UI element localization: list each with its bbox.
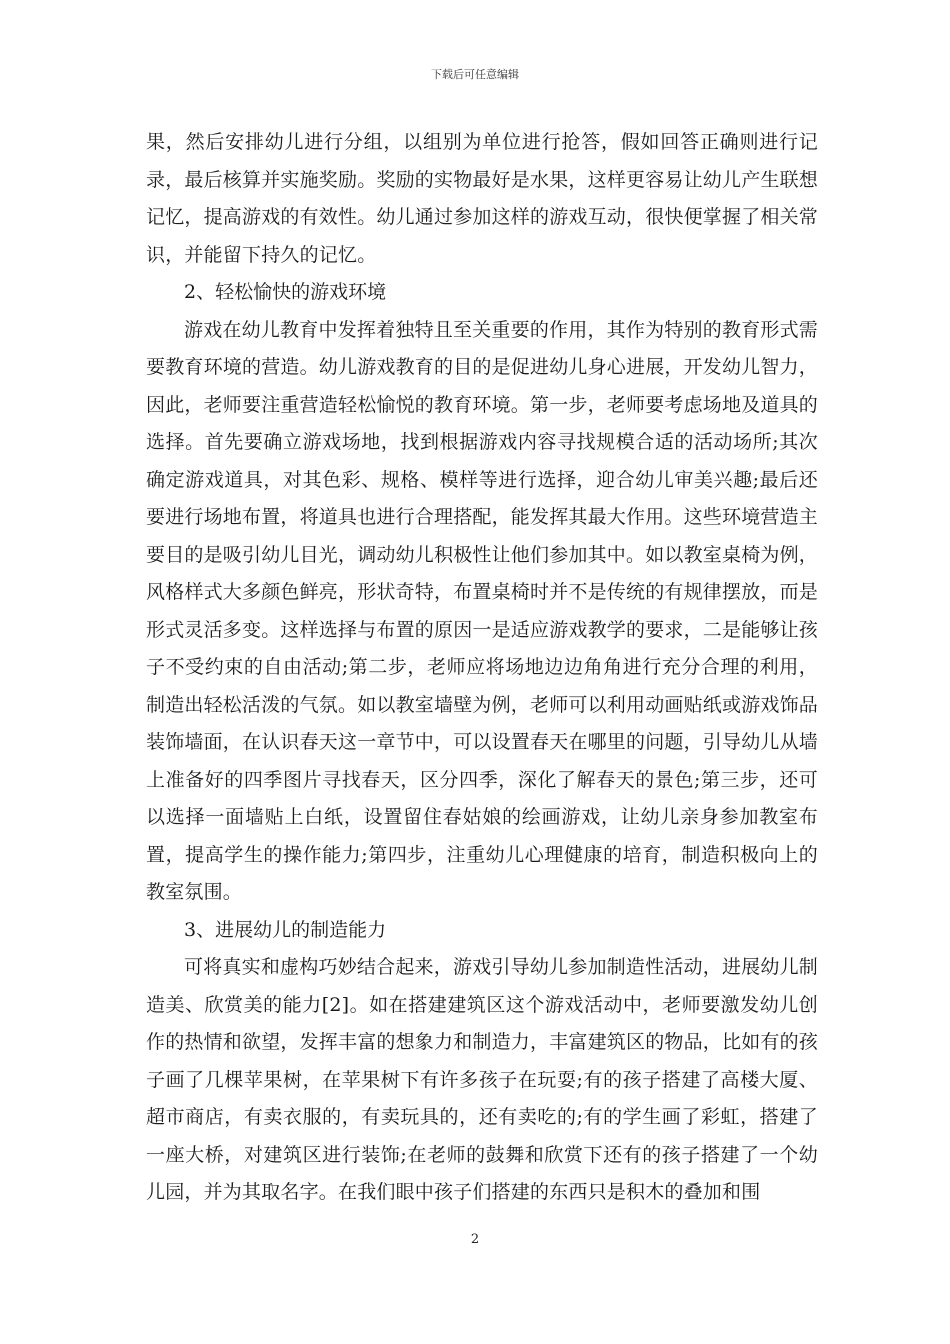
paragraph-game-environment: 游戏在幼儿教育中发挥着独特且至关重要的作用，其作为特别的教育形式需要教育环境的营造。幼儿游戏教育的目的是促进幼儿身心进展，开发幼儿智力，因此，老师要注重营造轻松愉悦的教育环境。第一步，老师要考虑场地及道具的选择。首先要确立游戏场地，找到根据游戏内容寻找规模合适的活动场所;其次确定游戏道具，对其色彩、规格、模样等进行选择，迎合幼儿审美兴趣;最后还要进行场地布置，将道具也进行合理搭配，能发挥其最大作用。这些环境营造主要目的是吸引幼儿目光，调动幼儿积极性让他们参加其中。如以教室桌椅为例，风格样式大多颜色鲜亮，形状奇特，布置桌椅时并不是传统的有规律摆放，而是形式灵活多变。这样选择与布置的原因一是适应游戏教学的要求，二是能够让孩子不受约束的自由活动;第二步，老师应将场地边边角角进行充分合理的利用，制造出轻松活泼的气氛。如以教室墙壁为例，老师可以利用动画贴纸或游戏饰品装饰墙面，在认识春天这一章节中，可以设置春天在哪里的问题，引导幼儿从墙上准备好的四季图片寻找春天，区分四季，深化了解春天的景色;第三步，还可以选择一面墙贴上白纸，设置留住春姑娘的绘画游戏，让幼儿亲身参加教室布置，提高学生的操作能力;第四步，注重幼儿心理健康的培育，制造积极向上的教室氛围。: [146, 318, 819, 903]
paragraph-creativity: 可将真实和虚构巧妙结合起来，游戏引导幼儿参加制造性活动，进展幼儿制造美、欣赏美的能力[2]。如在搭建建筑区这个游戏活动中，老师要激发幼儿创作的热情和欲望，发挥丰富的想象力和制造力，丰富建筑区的物品，比如有的孩子画了几棵苹果树，在苹果树下有许多孩子在玩耍;有的孩子搭建了高楼大厦、超市商店，有卖衣服的，有卖玩具的，还有卖吃的;有的学生画了彩虹，搭建了一座大桥，对建筑区进行装饰;在老师的鼓舞和欣赏下还有的孩子搭建了一个幼儿园，并为其取名字。在我们眼中孩子们搭建的东西只是积木的叠加和围: [146, 956, 819, 1203]
section-heading-3: 3、进展幼儿的制造能力: [184, 918, 387, 941]
section-heading-2: 2、轻松愉快的游戏环境: [184, 281, 387, 303]
paragraph-continuation: 果，然后安排幼儿进行分组，以组别为单位进行抢答，假如回答正确则进行记录，最后核算并实施奖励。奖励的实物最好是水果，这样更容易让幼儿产生联想记忆，提高游戏的有效性。幼儿通过参加这样的游戏互动，很快便掌握了相关常识，并能留下持久的记忆。: [146, 131, 819, 266]
page-number: 2: [470, 1232, 480, 1247]
document-body: [146, 124, 818, 1212]
header-note: 下载后可任意编辑: [431, 68, 519, 81]
